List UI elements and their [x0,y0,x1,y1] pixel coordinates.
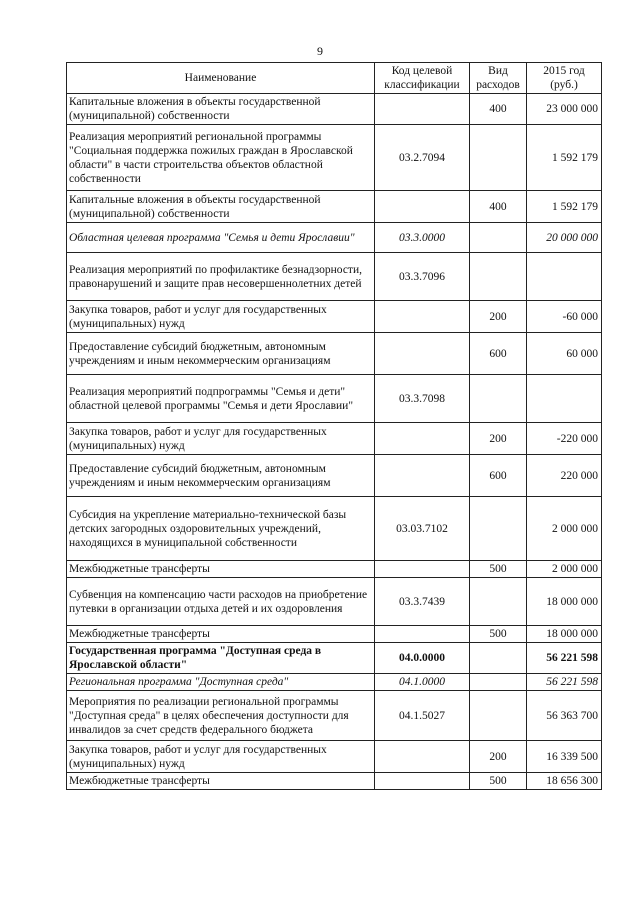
row-name: Мероприятия по реализации региональной программы "Доступная среда" в целях обеспечения доступности для инвалидов за счет средств федерального бюджета [67,691,375,741]
row-type: 200 [470,301,527,333]
table-row [67,626,602,643]
page-number: 9 [317,44,323,58]
row-sum: 56 221 598 [527,674,602,691]
row-type: 600 [470,333,527,375]
row-code [375,94,470,125]
row-name: Предоставление субсидий бюджетным, автономным учреждениям и иным некоммерческим организациям [67,455,375,497]
table-row [67,94,602,125]
row-name: Реализация мероприятий по профилактике безнадзорности, правонарушений и защите прав несовершеннолетних детей [67,253,375,301]
row-type: 200 [470,741,527,773]
row-name: Закупка товаров, работ и услуг для государственных (муниципальных) нужд [67,423,375,455]
row-type [470,578,527,626]
row-name: Закупка товаров, работ и услуг для государственных (муниципальных) нужд [67,741,375,773]
row-code [375,773,470,790]
row-name: Реализация мероприятий региональной программы "Социальная поддержка пожилых граждан в Ярославской области" в части строительства объектов областной собственности [67,125,375,191]
row-name: Капитальные вложения в объекты государственной (муниципальной) собственности [67,191,375,223]
row-sum [527,253,602,301]
table-body [67,94,602,790]
table-row [67,643,602,674]
row-name: Межбюджетные трансферты [67,626,375,643]
header-sum: 2015 год (руб.) [527,63,602,94]
row-code: 03.03.7102 [375,497,470,561]
row-sum: 56 363 700 [527,691,602,741]
row-sum: -60 000 [527,301,602,333]
table-row [67,773,602,790]
table-row [67,561,602,578]
table-row [67,223,602,253]
row-name: Межбюджетные трансферты [67,561,375,578]
row-name: Межбюджетные трансферты [67,773,375,790]
row-code: 03.3.0000 [375,223,470,253]
row-code [375,455,470,497]
row-type: 400 [470,191,527,223]
row-code: 03.3.7098 [375,375,470,423]
row-type [470,497,527,561]
table-row [67,741,602,773]
row-code: 03.3.7096 [375,253,470,301]
row-code [375,423,470,455]
row-code [375,191,470,223]
row-type [470,691,527,741]
budget-table [66,62,602,790]
row-code: 04.1.5027 [375,691,470,741]
row-code: 04.0.0000 [375,643,470,674]
table-row [67,191,602,223]
row-type: 400 [470,94,527,125]
row-sum: 18 000 000 [527,626,602,643]
row-code: 03.3.7439 [375,578,470,626]
table-row [67,497,602,561]
row-type [470,643,527,674]
row-name: Реализация мероприятий подпрограммы "Семья и дети" областной целевой программы "Семья и дети Ярославии" [67,375,375,423]
row-sum: 18 656 300 [527,773,602,790]
row-code [375,333,470,375]
row-type: 600 [470,455,527,497]
row-name: Предоставление субсидий бюджетным, автономным учреждениям и иным некоммерческим организациям [67,333,375,375]
row-name: Закупка товаров, работ и услуг для государственных (муниципальных) нужд [67,301,375,333]
row-name: Областная целевая программа "Семья и дети Ярославии" [67,223,375,253]
row-sum: 1 592 179 [527,125,602,191]
row-type [470,125,527,191]
row-type [470,253,527,301]
table-row [67,301,602,333]
row-type: 500 [470,773,527,790]
row-type [470,375,527,423]
row-sum: 20 000 000 [527,223,602,253]
table-row [67,578,602,626]
row-name: Субсидия на укрепление материально-технической базы детских загородных оздоровительных учреждений, находящихся в муниципальной собственности [67,497,375,561]
row-name: Государственная программа "Доступная среда в Ярославской области" [67,643,375,674]
header-type: Вид расходов [470,63,527,94]
row-sum: 220 000 [527,455,602,497]
row-sum: 56 221 598 [527,643,602,674]
row-name: Капитальные вложения в объекты государственной (муниципальной) собственности [67,94,375,125]
row-sum: 2 000 000 [527,561,602,578]
table-header-row [67,63,602,94]
row-sum: 16 339 500 [527,741,602,773]
row-type: 500 [470,626,527,643]
table-row [67,455,602,497]
row-code [375,626,470,643]
row-code [375,741,470,773]
row-sum: 23 000 000 [527,94,602,125]
header-name: Наименование [67,63,375,94]
row-type: 200 [470,423,527,455]
row-code [375,301,470,333]
table-row [67,674,602,691]
table-row [67,333,602,375]
row-name: Субвенция на компенсацию части расходов на приобретение путевки в организации отдыха детей и их оздоровления [67,578,375,626]
row-code: 03.2.7094 [375,125,470,191]
row-sum: 2 000 000 [527,497,602,561]
row-sum: 18 000 000 [527,578,602,626]
table-row [67,253,602,301]
row-type [470,674,527,691]
table-row [67,423,602,455]
row-type [470,223,527,253]
row-code [375,561,470,578]
row-type: 500 [470,561,527,578]
row-sum [527,375,602,423]
row-sum: -220 000 [527,423,602,455]
table-row [67,375,602,423]
row-sum: 1 592 179 [527,191,602,223]
row-name: Региональная программа "Доступная среда" [67,674,375,691]
row-sum: 60 000 [527,333,602,375]
header-code: Код целевой классификации [375,63,470,94]
table-row [67,125,602,191]
row-code: 04.1.0000 [375,674,470,691]
table-row [67,691,602,741]
